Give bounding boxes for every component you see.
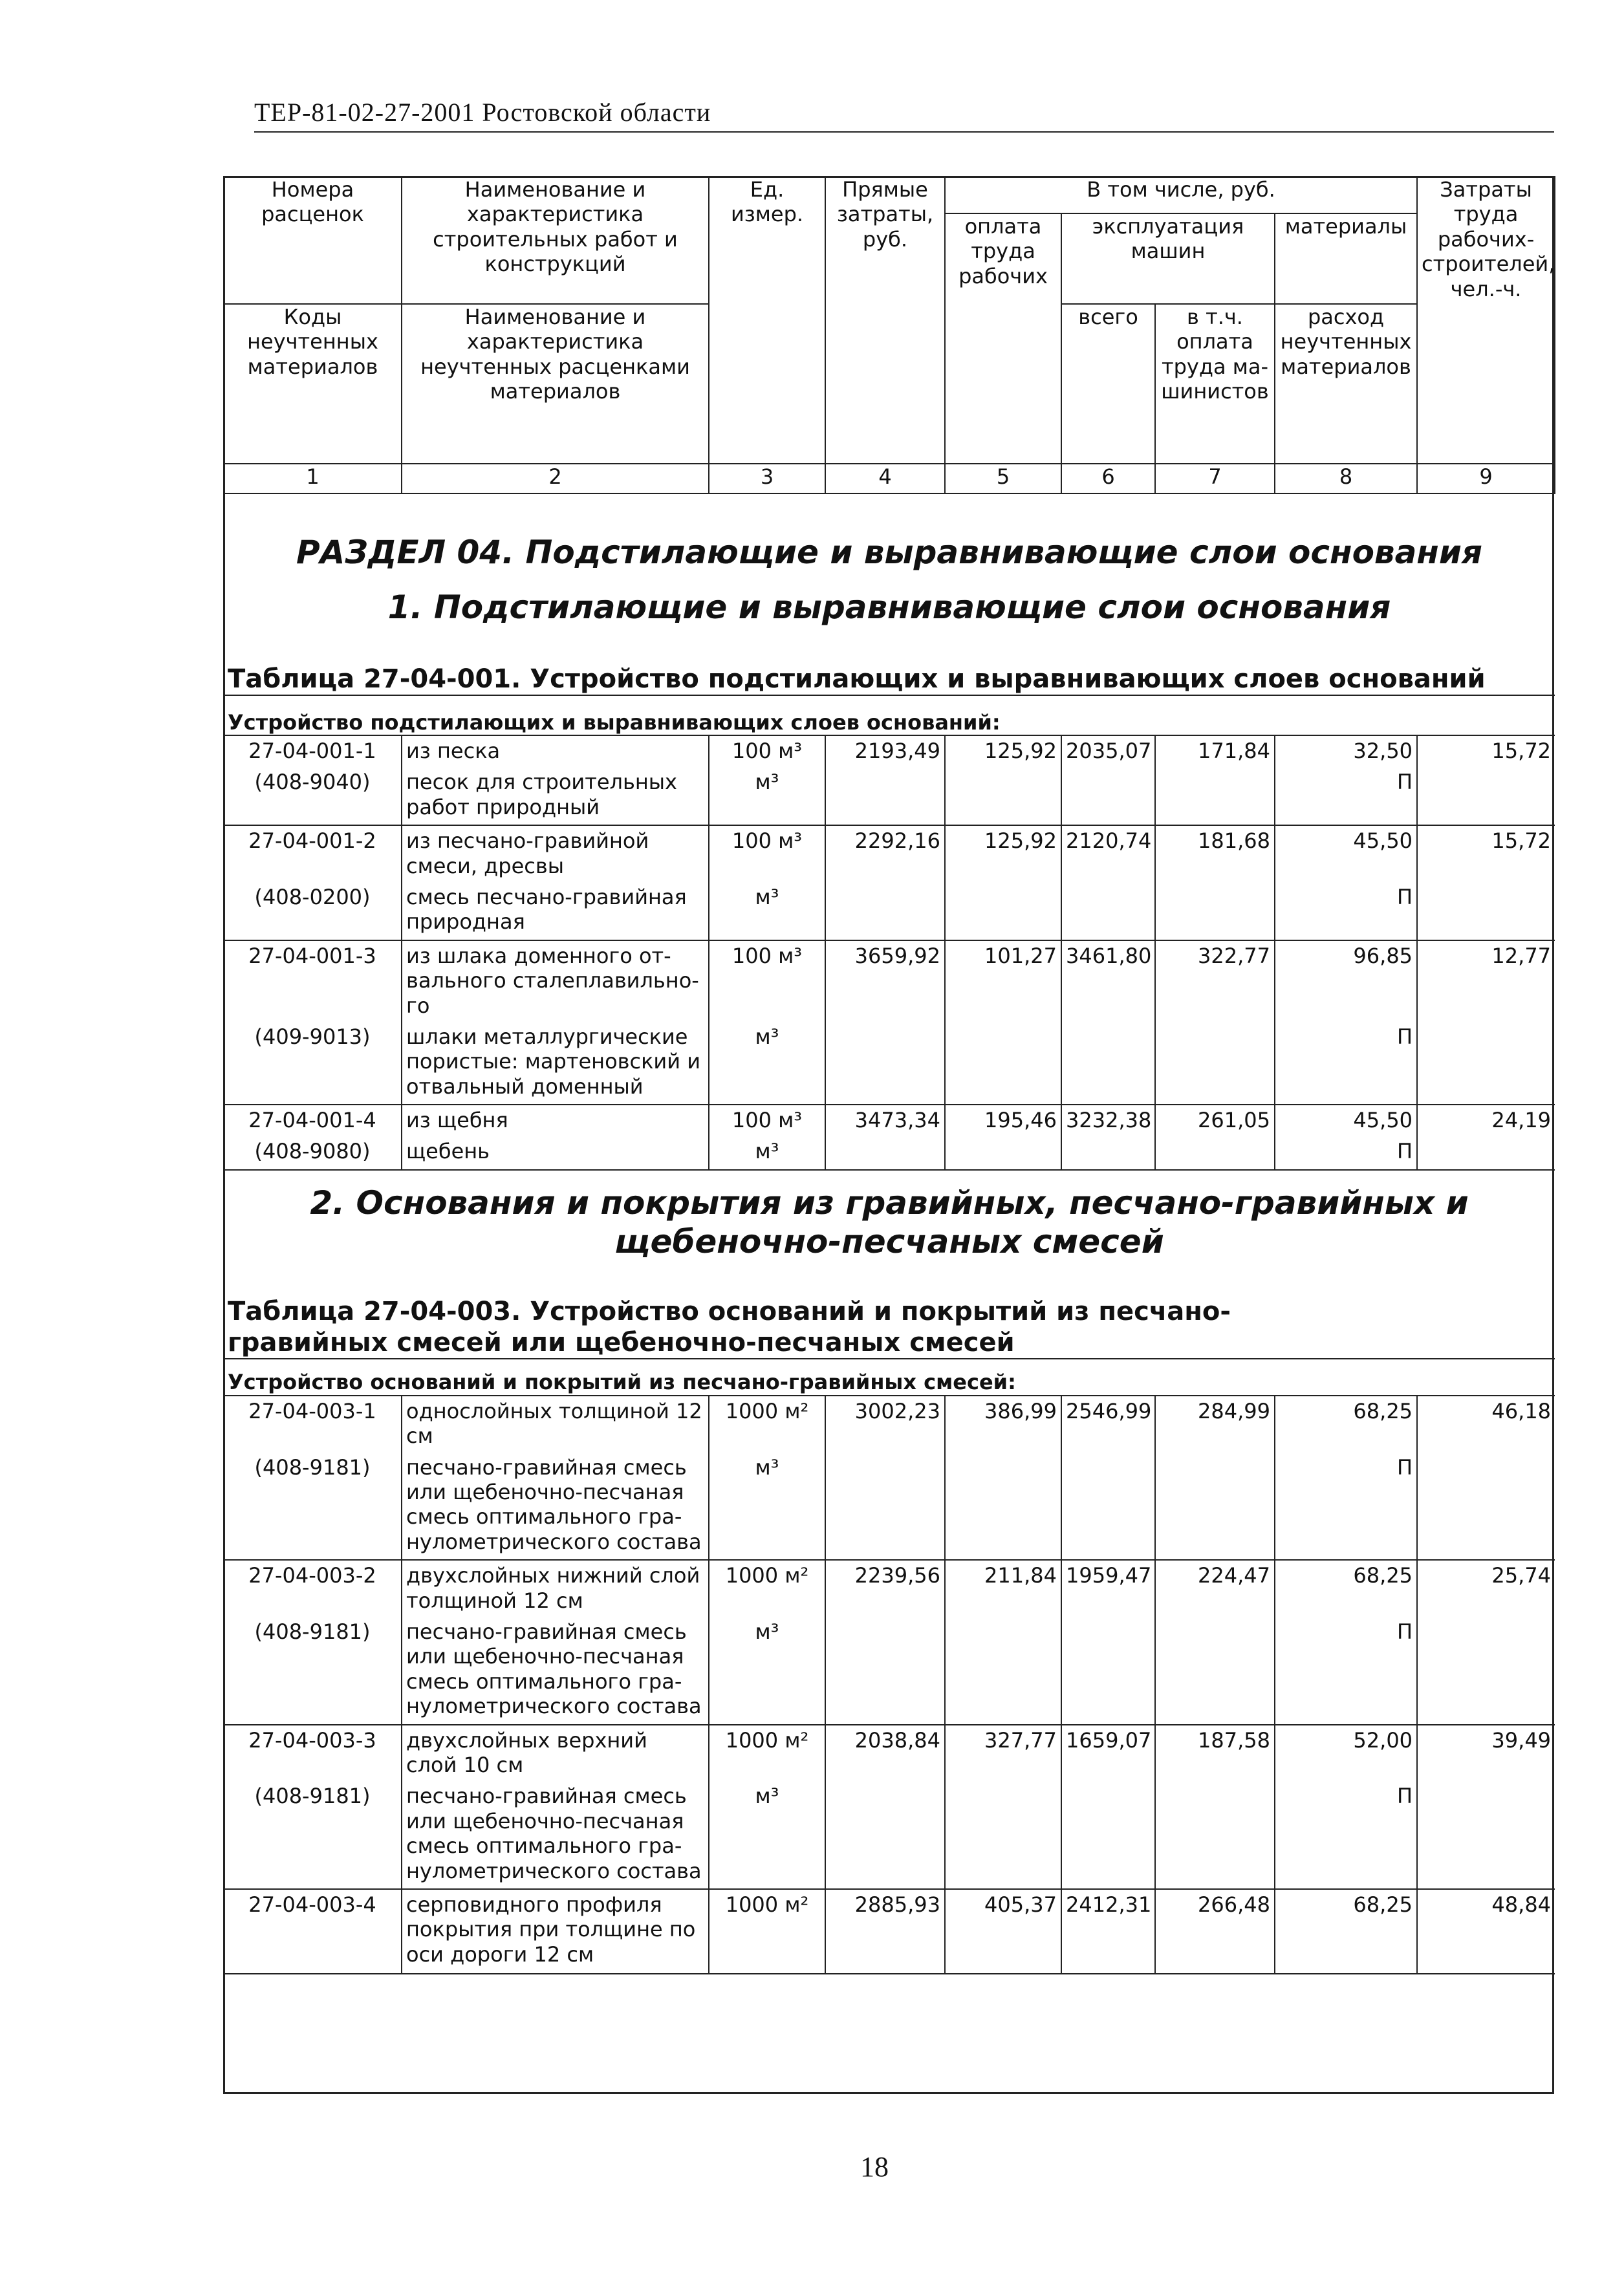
- machinist-wages: 261,05: [1155, 1105, 1275, 1139]
- machinist-wages: 171,84: [1155, 735, 1275, 770]
- empty-cell: [1155, 1455, 1275, 1561]
- worker-wages: 125,92: [945, 735, 1061, 770]
- rates-table: [223, 176, 1555, 1974]
- unit: 1000 м²: [709, 1725, 825, 1784]
- machine-costs: 3232,38: [1061, 1105, 1155, 1139]
- empty-cell: [1061, 1024, 1155, 1105]
- machinist-wages: 322,77: [1155, 940, 1275, 1024]
- work-name: из песчано-гравийной смеси, дресвы: [402, 825, 709, 885]
- material-unit: м³: [709, 1784, 825, 1889]
- material-name: песчано-гравийная смесь или щебеночно-песчаная смесь оптимального гра-нулометрического состава: [402, 1455, 709, 1561]
- table-row: [224, 940, 1555, 1024]
- header-col7: в т.ч. оплата труда ма-шинистов: [1155, 304, 1275, 464]
- direct-costs: 3473,34: [825, 1105, 945, 1139]
- work-name: из песка: [402, 735, 709, 770]
- header-col4: Прямые затраты, руб.: [825, 177, 945, 464]
- header-col5: оплата труда рабочих: [945, 213, 1061, 464]
- unit: 1000 м²: [709, 1396, 825, 1455]
- worker-wages: 405,37: [945, 1889, 1061, 1974]
- direct-costs: 2292,16: [825, 825, 945, 885]
- column-number: 2: [402, 464, 709, 493]
- empty-cell: [1417, 1024, 1555, 1105]
- empty-cell: [1155, 1784, 1275, 1889]
- direct-costs: 2885,93: [825, 1889, 945, 1974]
- material-name: песок для строительных работ природный: [402, 770, 709, 825]
- material-consumption: П: [1275, 1619, 1417, 1725]
- work-name: из шлака доменного от-вального сталеплавильно-го: [402, 940, 709, 1024]
- empty-cell: [825, 770, 945, 825]
- machinist-wages: 187,58: [1155, 1725, 1275, 1784]
- unit: 1000 м²: [709, 1889, 825, 1974]
- material-consumption: П: [1275, 770, 1417, 825]
- materials-cost: 32,50: [1275, 735, 1417, 770]
- machine-costs: 2035,07: [1061, 735, 1155, 770]
- document-header: ТЕР-81-02-27-2001 Ростовской области: [254, 98, 711, 127]
- table-title: Таблица 27-04-003. Устройство оснований и покрытий из песчано-гравийных смесей или щебеночно-песчаных смесей: [224, 1274, 1555, 1359]
- empty-cell: [945, 1619, 1061, 1725]
- column-number: 4: [825, 464, 945, 493]
- empty-cell: [945, 1139, 1061, 1169]
- materials-cost: 68,25: [1275, 1889, 1417, 1974]
- table-row: [224, 825, 1555, 885]
- machinist-wages: 181,68: [1155, 825, 1275, 885]
- labor-hours: 46,18: [1417, 1396, 1555, 1455]
- rate-code: 27-04-003-1: [224, 1396, 402, 1455]
- machine-costs: 2546,99: [1061, 1396, 1155, 1455]
- table2-body: [224, 1396, 1555, 1974]
- material-name: щебень: [402, 1139, 709, 1169]
- column-number: 7: [1155, 464, 1275, 493]
- material-row: [224, 1139, 1555, 1169]
- empty-cell: [1417, 770, 1555, 825]
- machinist-wages: 284,99: [1155, 1396, 1275, 1455]
- empty-cell: [1155, 1139, 1275, 1169]
- material-unit: м³: [709, 1024, 825, 1105]
- header-col2-bottom: Наименование и характеристика неучтенных расценками материалов: [402, 304, 709, 464]
- material-consumption: П: [1275, 1455, 1417, 1561]
- empty-cell: [1061, 885, 1155, 940]
- empty-cell: [1061, 1139, 1155, 1169]
- materials-cost: 45,50: [1275, 1105, 1417, 1139]
- header-materials-group: материалы: [1275, 213, 1417, 304]
- empty-cell: [825, 885, 945, 940]
- labor-hours: 15,72: [1417, 825, 1555, 885]
- material-code: (409-9013): [224, 1024, 402, 1105]
- empty-cell: [1155, 770, 1275, 825]
- worker-wages: 125,92: [945, 825, 1061, 885]
- header-col2-top: Наименование и характеристика строительных работ и конструкций: [402, 177, 709, 304]
- work-name: однослойных толщиной 12 см: [402, 1396, 709, 1455]
- empty-cell: [825, 1139, 945, 1169]
- unit: 100 м³: [709, 940, 825, 1024]
- table-row: [224, 1560, 1555, 1619]
- empty-cell: [945, 1024, 1061, 1105]
- rate-code: 27-04-001-4: [224, 1105, 402, 1139]
- unit: 100 м³: [709, 1105, 825, 1139]
- header-rule: [254, 131, 1554, 133]
- materials-cost: 52,00: [1275, 1725, 1417, 1784]
- material-code: (408-9181): [224, 1784, 402, 1889]
- table-title: Таблица 27-04-001. Устройство подстилающих и выравнивающих слоев оснований: [224, 643, 1555, 695]
- empty-cell: [1155, 1024, 1275, 1105]
- material-row: [224, 1619, 1555, 1725]
- column-number: 6: [1061, 464, 1155, 493]
- worker-wages: 195,46: [945, 1105, 1061, 1139]
- material-name: шлаки металлургические пористые: мартеновский и отвальный доменный: [402, 1024, 709, 1105]
- rate-code: 27-04-001-1: [224, 735, 402, 770]
- materials-cost: 68,25: [1275, 1396, 1417, 1455]
- material-row: [224, 885, 1555, 940]
- header-col6: всего: [1061, 304, 1155, 464]
- work-name: серповидного профиля покрытия при толщине по оси дороги 12 см: [402, 1889, 709, 1974]
- material-row: [224, 1455, 1555, 1561]
- header-col1-top: Номера расценок: [224, 177, 402, 304]
- section-title: РАЗДЕЛ 04. Подстилающие и выравнивающие слои основания: [296, 534, 1482, 571]
- machine-costs: 2412,31: [1061, 1889, 1155, 1974]
- empty-cell: [1417, 1784, 1555, 1889]
- worker-wages: 386,99: [945, 1396, 1061, 1455]
- header-col8: расход неучтенных материалов: [1275, 304, 1417, 464]
- column-number: 5: [945, 464, 1061, 493]
- material-unit: м³: [709, 885, 825, 940]
- empty-cell: [825, 1784, 945, 1889]
- machine-costs: 2120,74: [1061, 825, 1155, 885]
- work-name: из щебня: [402, 1105, 709, 1139]
- materials-cost: 45,50: [1275, 825, 1417, 885]
- labor-hours: 25,74: [1417, 1560, 1555, 1619]
- empty-cell: [945, 1455, 1061, 1561]
- labor-hours: 39,49: [1417, 1725, 1555, 1784]
- machine-costs: 1959,47: [1061, 1560, 1155, 1619]
- header-col3: Ед. измер.: [709, 177, 825, 464]
- unit: 100 м³: [709, 735, 825, 770]
- material-name: песчано-гравийная смесь или щебеночно-песчаная смесь оптимального гра-нулометрического состава: [402, 1784, 709, 1889]
- rate-code: 27-04-001-3: [224, 940, 402, 1024]
- worker-wages: 211,84: [945, 1560, 1061, 1619]
- empty-cell: [825, 1619, 945, 1725]
- material-code: (408-9080): [224, 1139, 402, 1169]
- empty-cell: [1417, 1619, 1555, 1725]
- work-name: двухслойных верхний слой 10 см: [402, 1725, 709, 1784]
- column-number: 8: [1275, 464, 1417, 493]
- page-number: 18: [860, 2151, 889, 2183]
- rate-code: 27-04-003-2: [224, 1560, 402, 1619]
- direct-costs: 2239,56: [825, 1560, 945, 1619]
- material-unit: м³: [709, 770, 825, 825]
- direct-costs: 3659,92: [825, 940, 945, 1024]
- table1-body: [224, 735, 1555, 1170]
- empty-cell: [1417, 1455, 1555, 1561]
- machine-costs: 1659,07: [1061, 1725, 1155, 1784]
- table-row: [224, 1105, 1555, 1139]
- material-code: (408-9181): [224, 1455, 402, 1561]
- table-group-label: Устройство оснований и покрытий из песчано-гравийных смесей:: [224, 1359, 1555, 1396]
- unit: 100 м³: [709, 825, 825, 885]
- column-number: 1: [224, 464, 402, 493]
- header-incl-group: В том числе, руб.: [945, 177, 1417, 213]
- table-row: [224, 1725, 1555, 1784]
- material-unit: м³: [709, 1619, 825, 1725]
- header-machines-group: эксплуатация машин: [1061, 213, 1275, 304]
- rate-code: 27-04-001-2: [224, 825, 402, 885]
- material-code: (408-9181): [224, 1619, 402, 1725]
- worker-wages: 101,27: [945, 940, 1061, 1024]
- material-row: [224, 1784, 1555, 1889]
- labor-hours: 24,19: [1417, 1105, 1555, 1139]
- empty-cell: [825, 1455, 945, 1561]
- table-row: [224, 735, 1555, 770]
- material-consumption: П: [1275, 1139, 1417, 1169]
- rate-code: 27-04-003-4: [224, 1889, 402, 1974]
- subsection-title: 2. Основания и покрытия из гравийных, песчано-гравийных и щебеночно-песчаных смесей: [310, 1184, 1469, 1260]
- empty-cell: [825, 1024, 945, 1105]
- work-name: двухслойных нижний слой толщиной 12 см: [402, 1560, 709, 1619]
- material-code: (408-9040): [224, 770, 402, 825]
- labor-hours: 48,84: [1417, 1889, 1555, 1974]
- direct-costs: 2038,84: [825, 1725, 945, 1784]
- materials-cost: 68,25: [1275, 1560, 1417, 1619]
- table-row: [224, 1396, 1555, 1455]
- column-number: 3: [709, 464, 825, 493]
- empty-cell: [1061, 770, 1155, 825]
- material-code: (408-0200): [224, 885, 402, 940]
- subsection-title: 1. Подстилающие и выравнивающие слои основания: [387, 589, 1391, 626]
- header-col1-bottom: Коды неучтенных материалов: [224, 304, 402, 464]
- empty-cell: [1417, 1139, 1555, 1169]
- material-row: [224, 1024, 1555, 1105]
- empty-cell: [1061, 1784, 1155, 1889]
- material-unit: м³: [709, 1455, 825, 1561]
- empty-cell: [945, 770, 1061, 825]
- empty-cell: [945, 885, 1061, 940]
- direct-costs: 2193,49: [825, 735, 945, 770]
- material-unit: м³: [709, 1139, 825, 1169]
- labor-hours: 15,72: [1417, 735, 1555, 770]
- empty-cell: [1417, 885, 1555, 940]
- machinist-wages: 266,48: [1155, 1889, 1275, 1974]
- material-name: песчано-гравийная смесь или щебеночно-песчаная смесь оптимального гра-нулометрического состава: [402, 1619, 709, 1725]
- table-row: [224, 1889, 1555, 1974]
- empty-cell: [1061, 1455, 1155, 1561]
- material-consumption: П: [1275, 1784, 1417, 1889]
- material-consumption: П: [1275, 1024, 1417, 1105]
- table-group-label: Устройство подстилающих и выравнивающих слоев оснований:: [224, 695, 1555, 735]
- unit: 1000 м²: [709, 1560, 825, 1619]
- labor-hours: 12,77: [1417, 940, 1555, 1024]
- empty-cell: [1155, 885, 1275, 940]
- empty-cell: [945, 1784, 1061, 1889]
- material-consumption: П: [1275, 885, 1417, 940]
- material-row: [224, 770, 1555, 825]
- machine-costs: 3461,80: [1061, 940, 1155, 1024]
- material-name: смесь песчано-гравийная природная: [402, 885, 709, 940]
- column-number: 9: [1417, 464, 1555, 493]
- empty-cell: [1061, 1619, 1155, 1725]
- empty-cell: [1155, 1619, 1275, 1725]
- machinist-wages: 224,47: [1155, 1560, 1275, 1619]
- rate-code: 27-04-003-3: [224, 1725, 402, 1784]
- direct-costs: 3002,23: [825, 1396, 945, 1455]
- worker-wages: 327,77: [945, 1725, 1061, 1784]
- header-col9: Затраты труда рабочих-строителей, чел.-ч.: [1417, 177, 1555, 464]
- column-numbers-row: [224, 464, 1555, 493]
- materials-cost: 96,85: [1275, 940, 1417, 1024]
- header-row-1: [224, 177, 1555, 213]
